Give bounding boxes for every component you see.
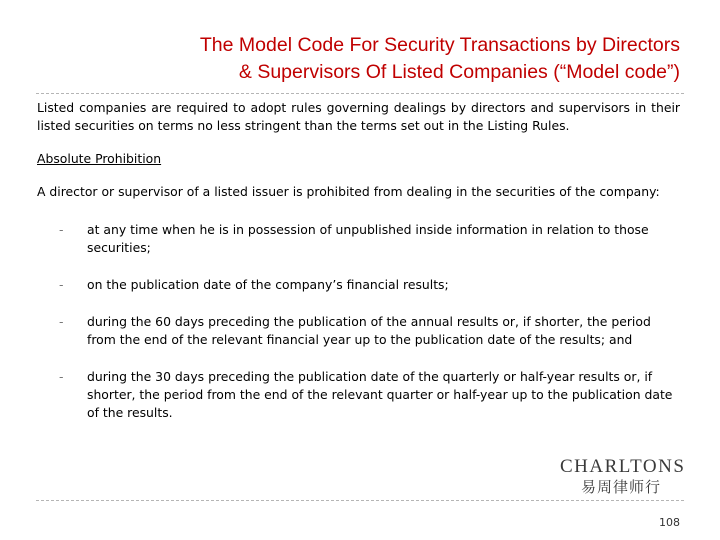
slide-body (37, 99, 680, 441)
page-number: 108 (659, 516, 680, 529)
list-item-text: during the 30 days preceding the publication date of the quarterly or half-year results or, if shorter, the period from the end of the relevant quarter or half-year up to the publication date of the results. (87, 369, 673, 420)
intro-paragraph: Listed companies are required to adopt rules governing dealings by directors and supervisors in their listed securities on terms no less stringent than the terms set out in the Listing Rules. (37, 100, 680, 133)
bullet-dash-icon: - (59, 277, 64, 292)
bullet-dash-icon: - (59, 222, 64, 237)
list-item-text: during the 60 days preceding the publication of the annual results or, if shorter, the period from the end of the relevant financial year up to the publication date of the results; and (87, 314, 651, 347)
list-item (37, 313, 680, 349)
list-item-text: at any time when he is in possession of unpublished inside information in relation to those securities; (87, 222, 649, 255)
prohibition-list (37, 221, 680, 422)
list-item (37, 276, 680, 294)
charltons-logo (560, 456, 686, 496)
list-item (37, 368, 680, 422)
list-item-text: on the publication date of the company’s financial results; (87, 277, 449, 292)
bullet-dash-icon: - (59, 369, 64, 384)
section-heading: Absolute Prohibition (37, 151, 162, 166)
lead-paragraph: A director or supervisor of a listed issuer is prohibited from dealing in the securities of the company: (37, 184, 660, 199)
slide-title-line-1: The Model Code For Security Transactions by Directors (199, 34, 680, 56)
bullet-dash-icon: - (59, 314, 64, 329)
slide-title (40, 32, 680, 86)
top-divider (36, 93, 684, 94)
logo-chinese-text: 易周律师行 (580, 478, 661, 496)
logo-text: CHARLTONS (560, 456, 686, 477)
slide-title-line-2: & Supervisors Of Listed Companies (“Model code”) (238, 61, 680, 83)
bottom-divider (36, 500, 684, 501)
list-item (37, 221, 680, 257)
